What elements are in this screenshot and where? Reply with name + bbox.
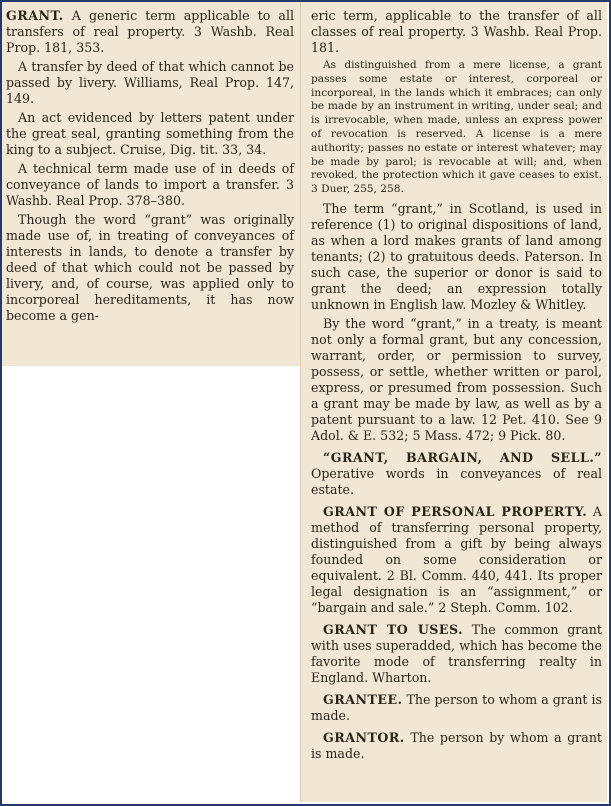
headword-grant-bargain-sell: “GRANT, BARGAIN, AND SELL.” [323,449,602,465]
definition-paragraph: Though the word “grant” was originally made use of, in treating of conveyances of interests in lands, to denote a transfer by deed of that which could not be passed by livery, and, of course, was applied only to incorporeal hereditaments, it has now become a gen- [6,212,294,323]
headword-grantee: GRANTEE. [323,691,403,707]
definition-text: A method of transferring personal property, distinguished from a gift by being always founded on some consideration or equivalent. 2 Bl. Comm. 440, 441. Its proper legal designation is an “assignment,” or “bargain and sale.” 2 Steph. Comm. 102. [311,503,602,615]
definition-text: A generic term applicable to all transfers of real property. 3 Washb. Real Prop. 181, 353. [6,8,294,55]
continuation-paragraph: eric term, applicable to the transfer of all classes of real property. 3 Washb. Real Prop. 181. [311,8,602,55]
entry-grantee [311,692,602,724]
headword-grant-personal-property: GRANT OF PERSONAL PROPERTY. [323,503,588,519]
definition-paragraph: A technical term made use of in deeds of conveyance of lands to import a transfer. 3 Washb. Real Prop. 378–380. [6,161,294,208]
entry-grant [6,8,294,56]
headword-grant: GRANT. [6,8,64,23]
definition-paragraph: By the word “grant,” in a treaty, is meant not only a formal grant, but any concession, warrant, order, or permission to survey, possess, or settle, whether written or parol, express, or presumed from possession. Such a grant may be made by law, as well as by a patent pursuant to a law. 12 Pet. 410. See 9 Adol. & E. 532; 5 Mass. 472; 9 Pick. 80. [311,315,602,443]
entry-grant-personal-property [311,504,602,616]
headword-grant-to-uses: GRANT TO USES. [323,621,464,637]
left-column [6,8,294,327]
definition-paragraph: A transfer by deed of that which cannot be passed by livery. Williams, Real Prop. 147, 149. [6,59,294,106]
license-note: As distinguished from a mere license, a grant passes some estate or interest, corporeal or incorporeal, in the lands which it embraces; can only be made by an instrument in writing, under seal; and is irrevocable, when made, unless an express power of revocation is reserved. A license is a mere authority; passes no estate or interest whatever; may be made by parol; is revocable at will; and, when revoked, the protection which it gave ceases to exist. 3 Duer, 255, 258. [311,59,602,196]
definition-paragraph: The term “grant,” in Scotland, is used in reference (1) to original dispositions of land, as when a lord makes grants of land among tenants; (2) to gratuitous deeds. Paterson. In such case, the superior or donor is said to grant the deed; an expression totally unknown in English law. Mozley & Whitley. [311,200,602,312]
entry-grantor [311,730,602,762]
definition-text: The person by whom a grant is made. [311,729,602,761]
entry-grant-bargain-sell [311,450,602,498]
entry-grant-to-uses [311,622,602,686]
definition-text: The common grant with uses superadded, which has become the favorite mode of transferring realty in England. Wharton. [311,621,602,685]
right-column [311,8,602,765]
definition-text: Operative words in conveyances of real estate. [311,465,602,497]
definition-text: The person to whom a grant is made. [311,691,602,723]
headword-grantor: GRANTOR. [323,729,405,745]
definition-paragraph: An act evidenced by letters patent under the great seal, granting something from the king to a subject. Cruise, Dig. tit. 33, 34. [6,110,294,157]
